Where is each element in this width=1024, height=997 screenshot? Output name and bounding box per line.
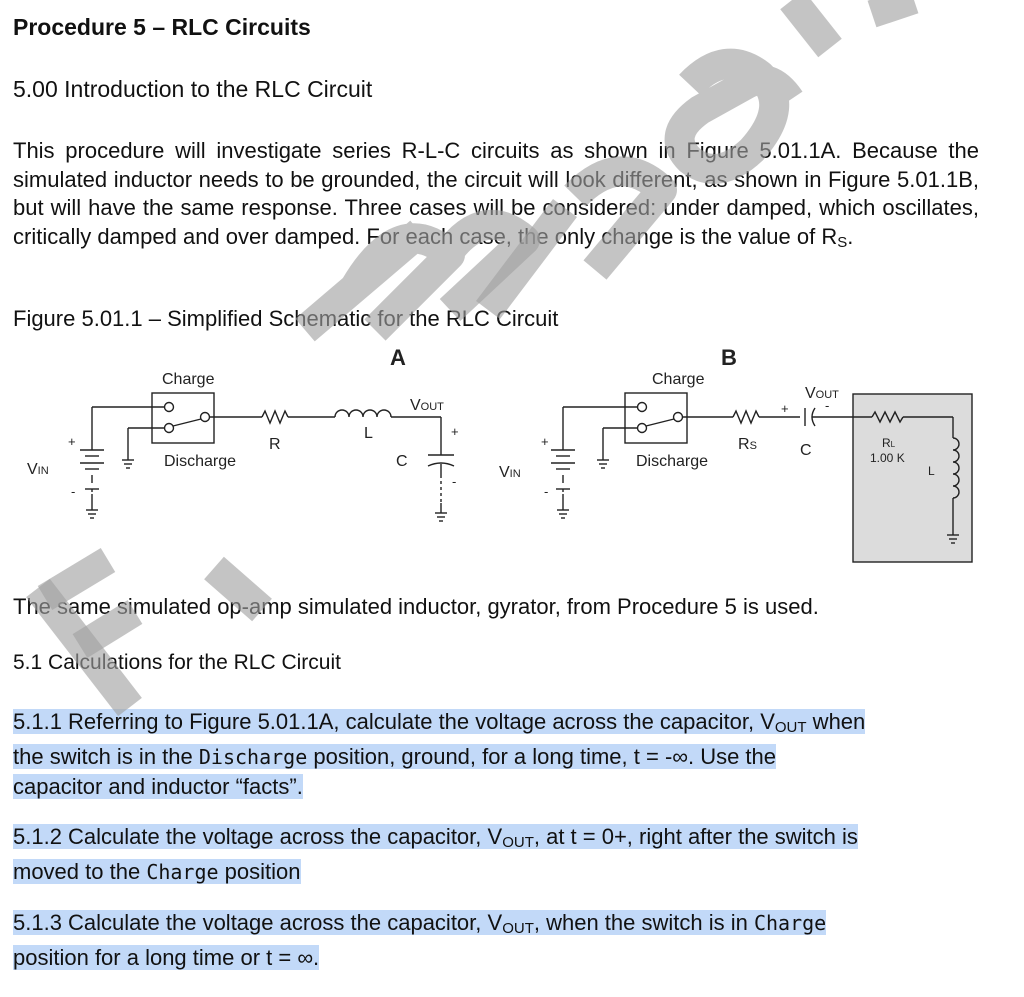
b-rl-label: RL xyxy=(882,436,896,450)
a-resistor xyxy=(262,411,288,423)
procedure-title: Procedure 5 – RLC Circuits xyxy=(13,14,311,40)
q2-text-c: moved to the xyxy=(13,859,147,884)
q2-code: Charge xyxy=(146,860,219,884)
q3-sub: OUT xyxy=(502,920,534,937)
b-c-label: C xyxy=(800,442,812,459)
q1-text-c: the switch is in the xyxy=(13,744,199,769)
b-rs-label: RS xyxy=(738,436,757,453)
b-resistor-rs xyxy=(733,411,759,423)
q1-code: Discharge xyxy=(198,745,308,769)
after-figure-text: The same simulated op-amp simulated inductor, gyrator, from Procedure 5 is used. xyxy=(13,594,819,619)
a-switch-box xyxy=(152,393,214,443)
q2-text-d: position xyxy=(218,859,301,884)
subsection-title: 5.1 Calculations for the RLC Circuit xyxy=(13,651,341,674)
a-vin-plus: + xyxy=(68,434,76,449)
q1-line3: capacitor and inductor “facts”. xyxy=(13,774,303,799)
gyrator-box xyxy=(853,394,972,562)
q1-text-d: position, ground, for a long time, t = -∞. Use the xyxy=(307,744,777,769)
a-l-label: L xyxy=(364,425,373,442)
intro-subscript: S xyxy=(837,233,848,251)
q1-sub: OUT xyxy=(774,719,807,736)
b-l-label: L xyxy=(928,464,935,478)
a-c-label: C xyxy=(396,453,408,470)
b-vin-plus: + xyxy=(541,434,549,449)
b-charge-label: Charge xyxy=(652,371,705,388)
b-discharge-label: Discharge xyxy=(636,453,709,470)
a-vin-label: VIN xyxy=(27,461,49,478)
q2-sub: OUT xyxy=(502,834,534,851)
a-vin-minus: - xyxy=(71,484,76,499)
figure-caption: Figure 5.01.1 – Simplified Schematic for the RLC Circuit xyxy=(13,306,559,331)
b-rl-value: 1.00 K xyxy=(870,451,905,465)
a-inductor xyxy=(335,410,391,417)
b-cap-minus: - xyxy=(825,398,830,413)
section-title: 5.00 Introduction to the RLC Circuit xyxy=(13,76,373,102)
b-cap-plus: + xyxy=(781,401,789,416)
b-vin-label: VIN xyxy=(499,464,521,481)
a-vout-label: VOUT xyxy=(410,397,444,414)
q3-code: Charge xyxy=(753,911,827,935)
q3-text-b: , when the switch is in xyxy=(533,910,754,935)
q3-text-a: 5.1.3 Calculate the voltage across the capacitor, V xyxy=(13,910,503,935)
q1-text-a: 5.1.1 Referring to Figure 5.01.1A, calculate the voltage across the capacitor, V xyxy=(13,709,775,734)
q2-text-a: 5.1.2 Calculate the voltage across the capacitor, V xyxy=(13,824,503,849)
a-vout-plus: + xyxy=(451,424,459,439)
a-vout-minus: - xyxy=(452,474,457,489)
q3-line2: position for a long time or t = ∞. xyxy=(13,945,320,970)
intro-end: . xyxy=(847,223,854,249)
q1-text-b: when xyxy=(806,709,866,734)
a-r-label: R xyxy=(269,436,281,453)
b-vin-minus: - xyxy=(544,484,549,499)
q2-text-b: , at t = 0+, right after the switch is xyxy=(533,824,858,849)
a-discharge-label: Discharge xyxy=(164,453,237,470)
a-label: A xyxy=(390,345,406,370)
intro-text: This procedure will investigate series R-L-C circuits as shown in Figure 5.01.1A. Because the simulated inductor needs to be grounded, the circuit will look different, as shown in Figure 5.01.1B, but will have the same response. Three cases will be considered: under damped, which oscillates, critically damped and over damped. For each case, the only change is the value of R xyxy=(13,138,979,249)
b-switch-box xyxy=(625,393,687,443)
b-vout-label: VOUT xyxy=(805,385,839,402)
b-label: B xyxy=(721,345,737,370)
a-charge-label: Charge xyxy=(162,371,215,388)
